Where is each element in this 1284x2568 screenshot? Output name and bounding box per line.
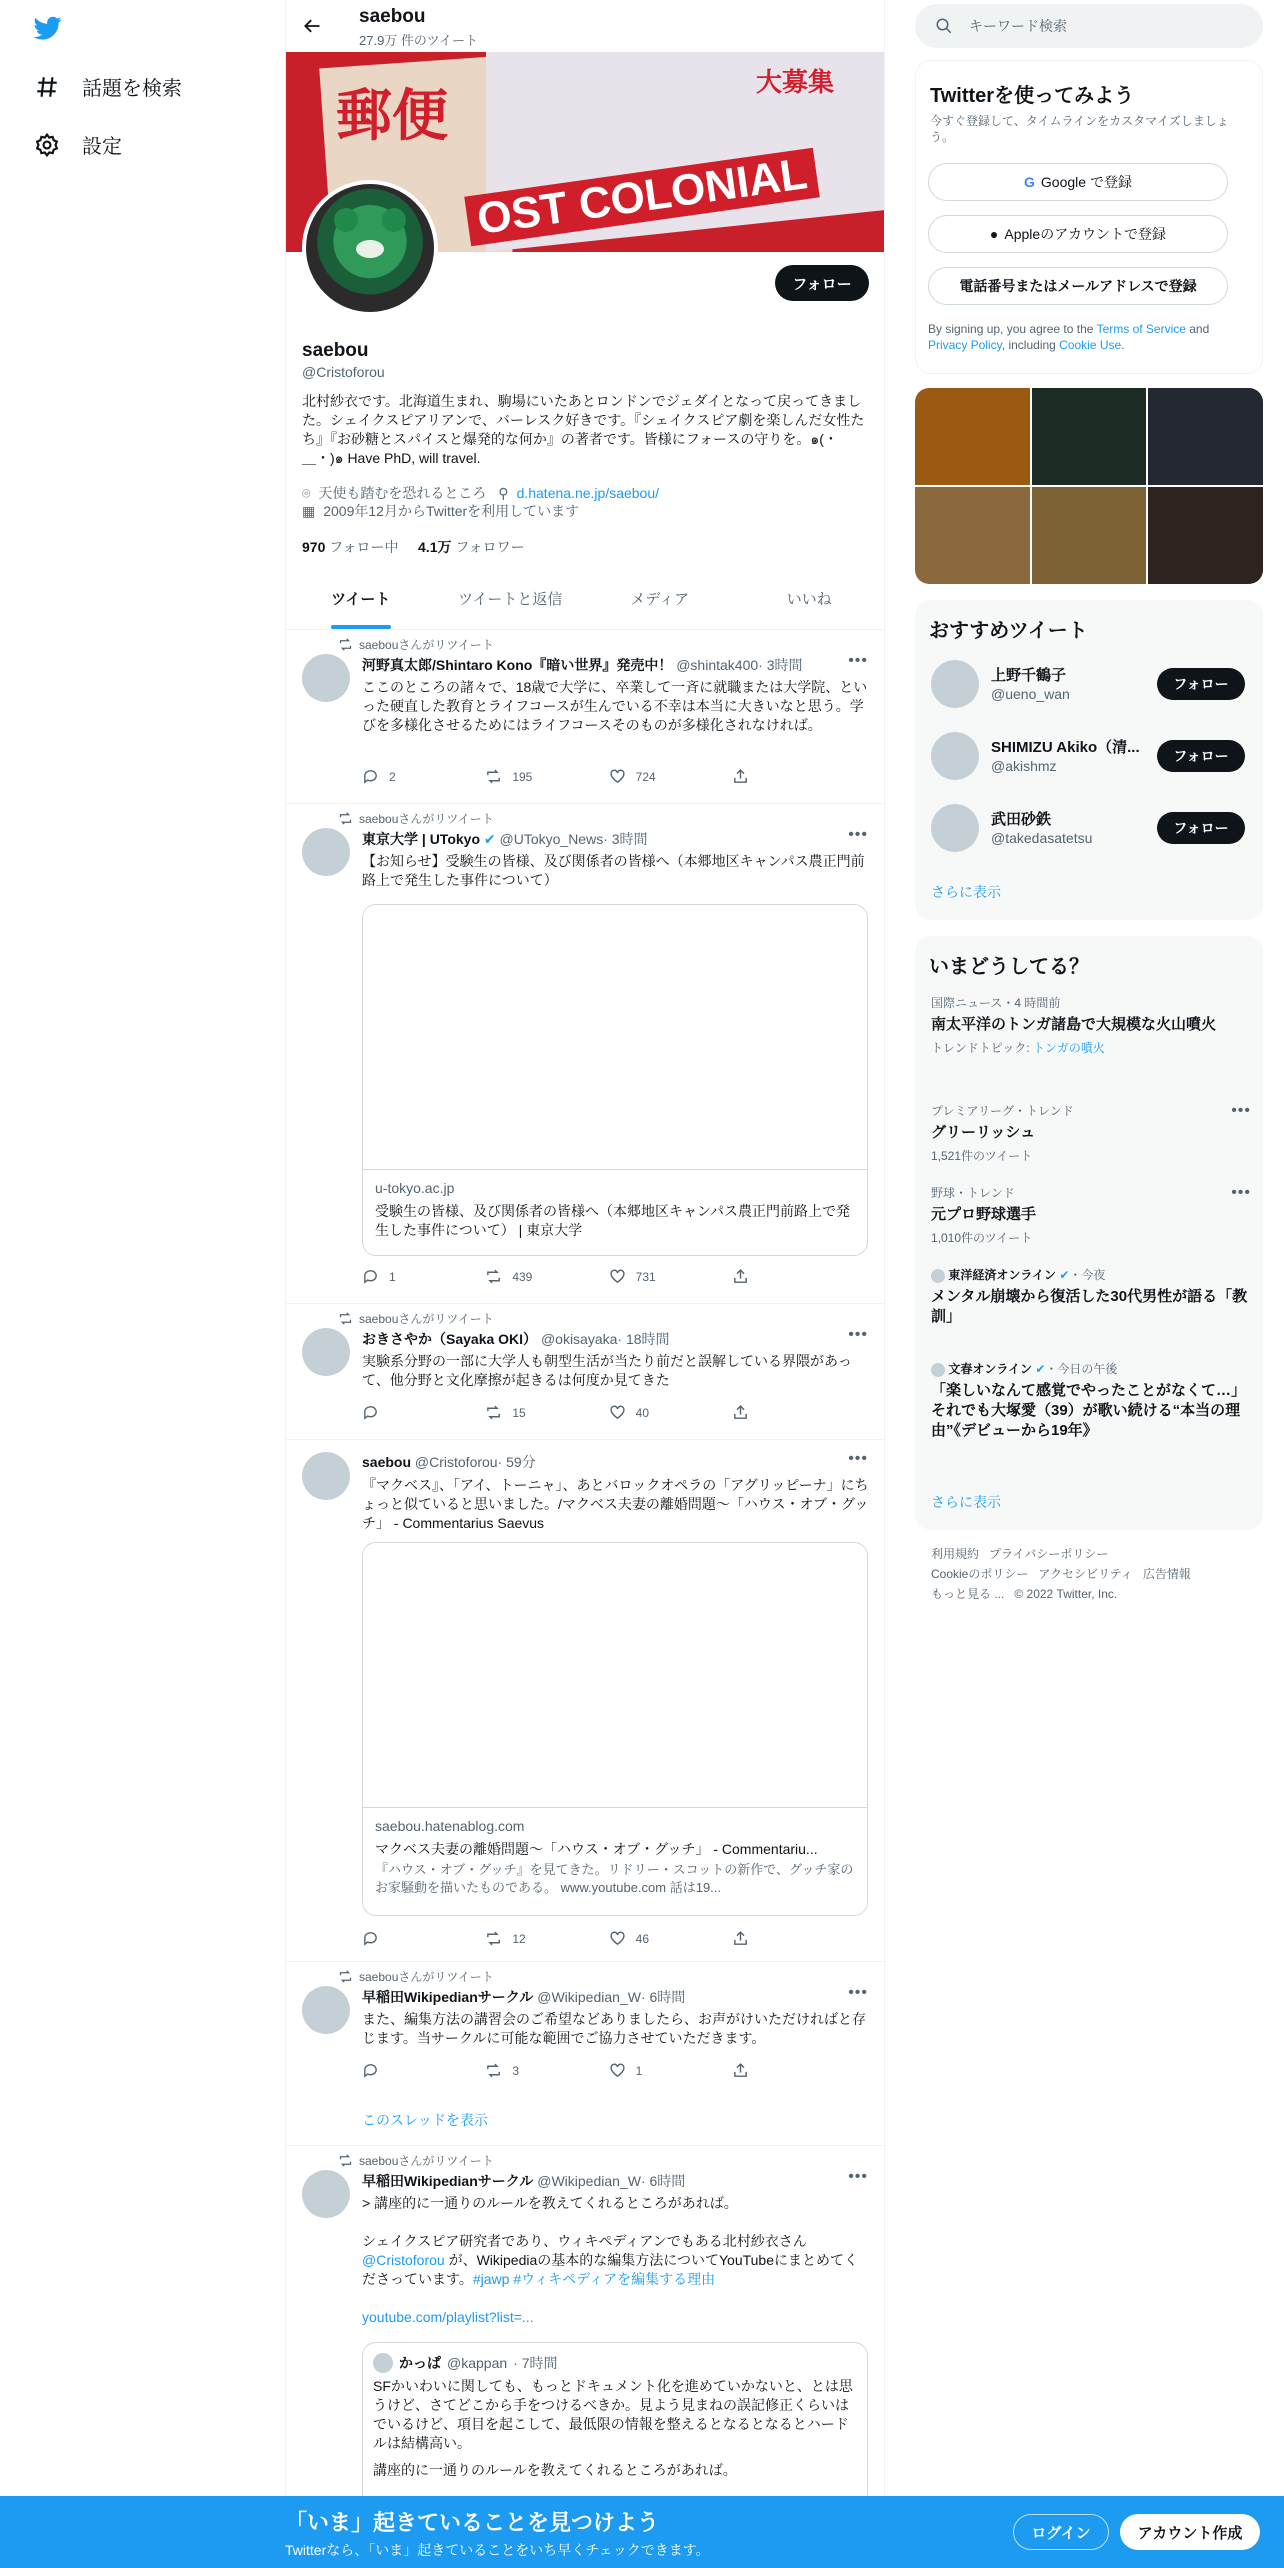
trend-category: 野球・トレンド bbox=[931, 1186, 1015, 1200]
link-icon: ⚲ bbox=[498, 485, 509, 501]
tweet-actions bbox=[362, 1930, 792, 1947]
tweet-time[interactable]: · 6時間 bbox=[640, 1989, 686, 2005]
tab-likes[interactable]: いいね bbox=[786, 591, 832, 608]
follow-button[interactable]: フォロー bbox=[775, 265, 869, 301]
recommended-user[interactable] bbox=[931, 660, 1070, 708]
signup-terms: By signing up, you agree to the Terms of Service and Privacy Policy, including Cookie Use. bbox=[928, 322, 1210, 352]
tweet-text-paragraph: シェイクスピア研究者であり、ウィキペディアンでもある北村紗衣さん @Cristoforou が、Wikipediaの基本的な編集方法についてYouTubeにまとめてくださっています。#jawp #ウィキペディアを編集する理由 bbox=[362, 2233, 859, 2287]
banner-subtext: Twitterなら、「いま」起きていることをいち早くチェックできます。 bbox=[285, 2542, 710, 2558]
tweet-handle: @UTokyo_News bbox=[499, 831, 604, 847]
heart-icon bbox=[609, 768, 626, 785]
tweet-handle: @okisayaka bbox=[540, 1331, 618, 1347]
trend-category: プレミアリーグ・トレンド bbox=[931, 1104, 1074, 1118]
profile-location: 天使も踏むを恐れるところ bbox=[318, 485, 487, 501]
gear-icon bbox=[34, 132, 60, 158]
tweet-text: 実験系分野の一部に大学人も朝型生活が当たり前だと誤解している界隈があって、他分野と文化摩擦が起きるは何度か見てきた bbox=[362, 1353, 852, 1388]
retweet-button[interactable]: 195 bbox=[485, 768, 545, 785]
tweet-author[interactable]: おきさやか（Sayaka OKI） bbox=[362, 1331, 538, 1347]
retweet-icon bbox=[485, 768, 502, 785]
nav-explore[interactable] bbox=[34, 72, 182, 101]
more-icon[interactable]: ••• bbox=[1231, 1102, 1251, 1119]
reply-icon bbox=[362, 768, 379, 785]
trend-sub: 1,521件のツイート bbox=[931, 1149, 1033, 1163]
like-button[interactable]: 731 bbox=[609, 1268, 669, 1285]
share-button[interactable] bbox=[732, 1930, 792, 1947]
tweet-handle: @shintak400 bbox=[676, 657, 759, 673]
tweet-author[interactable]: 早稲田Wikipedianサークル bbox=[362, 1989, 534, 2005]
footer-link[interactable]: 広告情報 bbox=[1142, 1567, 1191, 1581]
reply-button[interactable]: 1 bbox=[362, 1268, 422, 1285]
recommended-user[interactable] bbox=[931, 732, 1140, 780]
header-tweet-count: 27.9万 件のツイート bbox=[359, 33, 479, 48]
more-icon[interactable]: ••• bbox=[848, 826, 868, 843]
news-time: ・今日の午後 bbox=[1045, 1362, 1118, 1376]
recommended-user[interactable] bbox=[931, 804, 1093, 852]
youtube-link[interactable]: youtube.com/playlist?list=... bbox=[362, 2309, 534, 2325]
profile-header bbox=[286, 0, 884, 52]
hashtag-icon bbox=[34, 74, 60, 100]
retweet-icon bbox=[338, 2153, 353, 2168]
more-icon[interactable]: ••• bbox=[848, 652, 868, 669]
signup-title: Twitterを使ってみよう bbox=[930, 85, 1135, 107]
card-title: マクベス夫妻の離婚問題～「ハウス・オブ・グッチ」 - Commentariu... bbox=[375, 1841, 818, 1857]
share-icon bbox=[732, 2062, 749, 2079]
trend-item[interactable] bbox=[931, 994, 1251, 1056]
user-handle: @ueno_wan bbox=[991, 686, 1070, 702]
nav-settings-label: 設定 bbox=[82, 136, 122, 158]
login-button[interactable]: ログイン bbox=[1013, 2514, 1109, 2550]
followers-count: 4.1万 bbox=[418, 539, 452, 555]
more-icon[interactable]: ••• bbox=[848, 2168, 868, 2185]
tweet-author[interactable]: 早稲田Wikipedianサークル bbox=[362, 2173, 534, 2189]
news-time: ・今夜 bbox=[1069, 1268, 1106, 1282]
followers-label: フォロワー bbox=[455, 539, 525, 555]
footer-link[interactable]: Cookieのポリシー bbox=[931, 1567, 1029, 1581]
trend-title: 元プロ野球選手 bbox=[931, 1206, 1037, 1223]
share-button[interactable] bbox=[732, 768, 792, 785]
retweet-label: saebouさんがリツイート bbox=[362, 1968, 494, 1985]
share-icon bbox=[732, 1404, 749, 1421]
banner-headline: 「いま」起きていることを見つけよう bbox=[285, 2510, 660, 2535]
card-title: 受験生の皆様、及び関係者の皆様へ（本郷地区キャンパス農正門前路上で発生した事件について） | 東京大学 bbox=[375, 1203, 851, 1238]
profile-meta bbox=[302, 484, 659, 520]
share-icon bbox=[732, 768, 749, 785]
footer-link[interactable]: プライバシーポリシー bbox=[989, 1547, 1109, 1561]
retweet-icon bbox=[338, 637, 353, 652]
user-name: 上野千鶴子 bbox=[991, 667, 1067, 684]
signup-box bbox=[915, 60, 1263, 374]
tweet[interactable] bbox=[286, 630, 884, 804]
tweet[interactable] bbox=[286, 1440, 884, 1962]
show-more-link[interactable]: さらに表示 bbox=[931, 884, 1001, 900]
apple-signup-button[interactable]: ● Appleのアカウントで登録 bbox=[928, 215, 1228, 253]
avatar[interactable] bbox=[302, 654, 350, 702]
profile-avatar[interactable] bbox=[302, 180, 438, 316]
footer-more[interactable]: もっと見る ... bbox=[931, 1587, 1005, 1601]
tweet-handle: @Cristoforou bbox=[414, 1454, 498, 1470]
login-banner bbox=[0, 2496, 1284, 2568]
cookie-link[interactable]: Cookie Use bbox=[1059, 338, 1122, 352]
retweet-button[interactable]: 439 bbox=[485, 1268, 545, 1285]
media-thumb[interactable] bbox=[915, 487, 1030, 584]
show-thread-link[interactable]: このスレッドを表示 bbox=[362, 2112, 488, 2128]
more-icon[interactable]: ••• bbox=[848, 1450, 868, 1467]
retweet-icon bbox=[485, 1930, 502, 1947]
profile-joined: 2009年12月からTwitterを利用しています bbox=[323, 503, 580, 519]
retweet-icon bbox=[485, 1268, 502, 1285]
reply-icon bbox=[362, 1930, 379, 1947]
profile-link[interactable]: d.hatena.ne.jp/saebou/ bbox=[516, 485, 660, 501]
media-thumb[interactable] bbox=[1032, 487, 1147, 584]
google-signup-button[interactable]: G Google で登録 bbox=[928, 163, 1228, 201]
copyright: © 2022 Twitter, Inc. bbox=[1014, 1587, 1118, 1601]
trend-item[interactable] bbox=[931, 1184, 1251, 1246]
link-card[interactable] bbox=[362, 1542, 868, 1916]
heart-icon bbox=[609, 2062, 626, 2079]
share-icon bbox=[732, 1268, 749, 1285]
quote-time: · 7時間 bbox=[513, 2355, 558, 2371]
tweet-header bbox=[362, 1329, 670, 1349]
trend-title: メンタル崩壊から復活した30代男性が語る「教訓」 bbox=[931, 1288, 1248, 1325]
quote-avatar bbox=[373, 2353, 393, 2373]
trend-item[interactable] bbox=[931, 1102, 1251, 1164]
user-handle: @akishmz bbox=[991, 758, 1057, 774]
retweet-button[interactable]: 12 bbox=[485, 1930, 545, 1947]
search-placeholder: キーワード検索 bbox=[969, 18, 1067, 34]
verified-icon: ✔ bbox=[1035, 1362, 1046, 1376]
follow-button[interactable]: フォロー bbox=[1157, 668, 1245, 700]
share-button[interactable] bbox=[732, 1268, 792, 1285]
tweet-actions bbox=[362, 1404, 792, 1421]
card-image bbox=[363, 905, 867, 1170]
tweet-handle: @Wikipedian_W bbox=[537, 1989, 641, 2005]
share-icon bbox=[732, 1930, 749, 1947]
followers-stat[interactable] bbox=[418, 539, 525, 555]
heart-icon bbox=[609, 1404, 626, 1421]
avatar[interactable] bbox=[302, 828, 350, 876]
tab-tweets-replies[interactable]: ツイートと返信 bbox=[458, 591, 563, 608]
tweet-text: 『マクベス』、「アイ、トーニャ」、あとバロックオペラの「アグリッピーナ」にちょっと似ていると思いました。/マクベス夫妻の離婚問題～「ハウス・オブ・グッチ」 - Commentarius Saevus bbox=[362, 1477, 869, 1531]
share-button[interactable] bbox=[732, 1404, 792, 1421]
media-grid bbox=[915, 388, 1263, 584]
card-image bbox=[363, 1543, 867, 1808]
tweet-text: 【お知らせ】受験生の皆様、及び関係者の皆様へ（本郷地区キャンパス農正門前路上で発生した事件について） bbox=[362, 853, 865, 888]
follow-button[interactable]: フォロー bbox=[1157, 812, 1245, 844]
phone-signup-button[interactable]: 電話番号またはメールアドレスで登録 bbox=[928, 267, 1228, 305]
tweet[interactable] bbox=[286, 1304, 884, 1440]
media-thumb[interactable] bbox=[1032, 388, 1147, 485]
hashtag-links[interactable]: #jawp #ウィキペディアを編集する理由 bbox=[472, 2271, 716, 2287]
trend-sub: トレンドトピック: トンガの噴火 bbox=[931, 1041, 1105, 1055]
tweet-author[interactable]: 東京大学 | UTokyo bbox=[362, 831, 480, 847]
tweet-time[interactable]: · 59分 bbox=[497, 1454, 536, 1470]
tweet-actions bbox=[362, 2062, 792, 2079]
retweet-button[interactable]: 15 bbox=[485, 1404, 545, 1421]
profile-bio: 北村紗衣です。北海道生まれ、駒場にいたあとロンドンでジェダイとなって戻ってきました。シェイクスピアリアンで、バーレスク好きです。『シェイクスピア劇を楽しんだ女性たち』『お砂糖とスパイスと爆発的な何か』の著者です。皆様にフォースの守りを。๑(・＿・)๑ Have PhD, will travel. bbox=[302, 393, 865, 466]
card-domain: saebou.hatenablog.com bbox=[375, 1818, 525, 1834]
trend-category: 国際ニュース・4 時間前 bbox=[931, 996, 1061, 1010]
tweet-handle: @Wikipedian_W bbox=[537, 2173, 641, 2189]
reply-button[interactable] bbox=[362, 1930, 422, 1947]
source-avatar bbox=[931, 1363, 945, 1377]
source-avatar bbox=[931, 1269, 945, 1283]
tweet-text: また、編集方法の講習会のご希望などありましたら、お声がけいただければと存じます。当サークルに可能な範囲でご協力させていただきます。 bbox=[362, 2011, 866, 2046]
tweet-header bbox=[362, 655, 803, 675]
tweet-time[interactable]: · 18時間 bbox=[617, 1331, 670, 1347]
avatar[interactable] bbox=[302, 1328, 350, 1376]
news-source: 東洋経済オンライン bbox=[948, 1268, 1056, 1282]
privacy-link[interactable]: Privacy Policy bbox=[928, 338, 1002, 352]
tweet-actions bbox=[362, 1268, 792, 1285]
avatar[interactable] bbox=[302, 1986, 350, 2034]
tweet[interactable] bbox=[286, 804, 884, 1304]
media-thumb[interactable] bbox=[1148, 388, 1263, 485]
recommended-title: おすすめツイート bbox=[929, 620, 1088, 642]
user-name: 武田砂鉄 bbox=[991, 811, 1052, 828]
more-icon[interactable]: ••• bbox=[848, 1984, 868, 2001]
nav-settings[interactable] bbox=[34, 130, 122, 159]
twitter-logo-icon[interactable] bbox=[32, 14, 64, 42]
verified-icon: ✔ bbox=[483, 831, 496, 847]
quote-header bbox=[363, 2343, 867, 2373]
calendar-icon: ▦ bbox=[302, 503, 316, 519]
footer-link[interactable]: 利用規約 bbox=[931, 1547, 980, 1561]
news-source: 文春オンライン bbox=[948, 1362, 1032, 1376]
media-thumb[interactable] bbox=[1148, 487, 1263, 584]
reply-icon bbox=[362, 1404, 379, 1421]
tweet-header bbox=[362, 1987, 685, 2007]
tweet-text: ここのところの諸々で、18歳で大学に、卒業して一斉に就職または大学院、といった硬直した教育とライフコースが生んでいる不幸は本当に大きいなと思う。学びを多様化させるためにはライフコースそのものが多様化されなければ。 bbox=[362, 679, 868, 733]
tweet-text-line: > 講座的に一通りのルールを教えてくれるところがあれば。 bbox=[362, 2195, 738, 2211]
quote-handle: @kappan bbox=[447, 2355, 508, 2371]
tweet-header bbox=[362, 2171, 685, 2191]
trend-sub: 1,010件のツイート bbox=[931, 1231, 1033, 1245]
like-button[interactable]: 46 bbox=[609, 1930, 669, 1947]
quote-text-2: 講座的に一通りのルールを教えてくれるところがあれば。 bbox=[373, 2462, 737, 2478]
heart-icon bbox=[609, 1268, 626, 1285]
like-button[interactable]: 724 bbox=[609, 768, 669, 785]
recommended-box bbox=[915, 600, 1263, 920]
show-more-link[interactable]: さらに表示 bbox=[931, 1494, 1001, 1510]
retweet-label: saebouさんがリツイート bbox=[362, 1310, 494, 1327]
tweet-time[interactable]: · 3時間 bbox=[603, 831, 648, 847]
more-icon[interactable]: ••• bbox=[848, 1326, 868, 1343]
search-box[interactable] bbox=[915, 4, 1263, 48]
quoted-tweet[interactable] bbox=[362, 2342, 868, 2522]
banner-text: OST COLONIAL bbox=[464, 148, 820, 247]
reply-button[interactable]: 2 bbox=[362, 768, 422, 785]
follow-button[interactable]: フォロー bbox=[1157, 740, 1245, 772]
back-arrow-icon[interactable] bbox=[302, 16, 322, 36]
tweet-actions bbox=[362, 768, 792, 785]
retweet-label: saebouさんがリツイート bbox=[362, 2152, 494, 2169]
tweet-header bbox=[362, 1452, 536, 1472]
share-button[interactable] bbox=[732, 2062, 792, 2079]
avatar[interactable] bbox=[302, 1452, 350, 1500]
trend-title: グリーリッシュ bbox=[931, 1124, 1036, 1141]
tab-media[interactable]: メディア bbox=[630, 591, 690, 608]
banner-corner-text: 大募集 bbox=[756, 67, 835, 97]
trend-item[interactable] bbox=[931, 1360, 1251, 1441]
header-name: saebou bbox=[359, 6, 426, 27]
google-icon: G bbox=[1024, 174, 1035, 190]
following-count: 970 bbox=[302, 539, 326, 555]
profile-stats bbox=[302, 537, 525, 557]
quote-text: SFかいわいに関しても、もっとドキュメント化を進めていかないと、とは思うけど、さてどこから手をつけるべきか。見よう見まねの誤記修正くらいはでいるけど、項目を起こして、最低限の情報を整えるとなるとなるとハードルは結構高い。 bbox=[373, 2378, 853, 2451]
reply-button[interactable] bbox=[362, 1404, 422, 1421]
signup-subtitle: 今すぐ登録して、タイムラインをカスタマイズしましょう。 bbox=[930, 114, 1229, 144]
retweet-label: saebouさんがリツイート bbox=[362, 636, 494, 653]
user-name: SHIMIZU Akiko（清... bbox=[991, 739, 1140, 756]
trend-title: 「楽しいなんて感覚でやったことがなくて…」それでも大塚愛（39）が歌い続ける“本当の理由”《デビューから19年》 bbox=[931, 1382, 1247, 1439]
retweet-icon bbox=[485, 1404, 502, 1421]
trend-title: 南太平洋のトンガ諸島で大規模な火山噴火 bbox=[931, 1016, 1217, 1033]
retweet-icon bbox=[485, 2062, 502, 2079]
trend-item[interactable] bbox=[931, 1266, 1251, 1327]
like-button[interactable]: 40 bbox=[609, 1404, 669, 1421]
footer-link[interactable]: アクセシビリティ bbox=[1038, 1567, 1133, 1581]
following-label: フォロー中 bbox=[329, 539, 399, 555]
retweet-icon bbox=[338, 1311, 353, 1326]
tweet-header bbox=[362, 829, 648, 849]
heart-icon bbox=[609, 1930, 626, 1947]
retweet-button[interactable]: 3 bbox=[485, 2062, 545, 2079]
tweet-author[interactable]: 河野真太郎/Shintaro Kono『暗い世界』発売中！ bbox=[362, 657, 673, 673]
profile-handle: @Cristoforou bbox=[302, 364, 385, 380]
tweet-text bbox=[362, 2194, 870, 2327]
profile-name: saebou bbox=[302, 340, 369, 361]
avatar bbox=[931, 660, 979, 708]
user-handle: @takedasatetsu bbox=[991, 830, 1093, 846]
retweet-icon bbox=[338, 811, 353, 826]
nav-explore-label: 話題を検索 bbox=[82, 78, 182, 100]
retweet-icon bbox=[338, 1969, 353, 1984]
reply-icon bbox=[362, 2062, 379, 2079]
retweet-label: saebouさんがリツイート bbox=[362, 810, 494, 827]
tweet-time[interactable]: · 3時間 bbox=[758, 657, 803, 673]
card-domain: u-tokyo.ac.jp bbox=[375, 1180, 455, 1196]
tweet-author[interactable]: saebou bbox=[362, 1454, 412, 1470]
tweet-time[interactable]: · 6時間 bbox=[640, 2173, 686, 2189]
tab-tweets[interactable]: ツイート bbox=[286, 578, 436, 629]
avatar bbox=[931, 732, 979, 780]
like-button[interactable]: 1 bbox=[609, 2062, 669, 2079]
link-card[interactable] bbox=[362, 904, 868, 1256]
banner-kanji: 郵便 bbox=[336, 84, 448, 149]
avatar bbox=[931, 804, 979, 852]
profile-tabs bbox=[286, 578, 884, 630]
verified-icon: ✔ bbox=[1059, 1268, 1070, 1282]
more-icon[interactable]: ••• bbox=[1231, 1184, 1251, 1201]
media-thumb[interactable] bbox=[915, 388, 1030, 485]
footer-links bbox=[931, 1544, 1251, 1604]
mention-link[interactable]: @Cristoforou bbox=[362, 2252, 445, 2268]
following-stat[interactable] bbox=[302, 539, 399, 555]
terms-link[interactable]: Terms of Service bbox=[1096, 322, 1186, 336]
profile-column bbox=[285, 0, 885, 2568]
apple-icon: ● bbox=[989, 226, 999, 242]
reply-icon bbox=[362, 1268, 379, 1285]
card-description: 『ハウス・オブ・グッチ』を見てきた。リドリー・スコットの新作で、グッチ家のお家騒動を描いたものである。 www.youtube.com 話は19... bbox=[375, 1862, 854, 1895]
tweet[interactable] bbox=[286, 1962, 884, 2146]
tweet[interactable] bbox=[286, 2146, 884, 2506]
create-account-button[interactable]: アカウント作成 bbox=[1120, 2514, 1260, 2550]
quote-author: かっぱ bbox=[399, 2355, 441, 2371]
location-icon: ⌾ bbox=[302, 485, 311, 501]
reply-button[interactable] bbox=[362, 2062, 422, 2079]
trends-box bbox=[915, 936, 1263, 1530]
trends-title: いまどうしてる？ bbox=[929, 956, 1089, 978]
avatar[interactable] bbox=[302, 2170, 350, 2218]
left-nav bbox=[0, 0, 285, 2568]
search-icon bbox=[935, 17, 953, 35]
